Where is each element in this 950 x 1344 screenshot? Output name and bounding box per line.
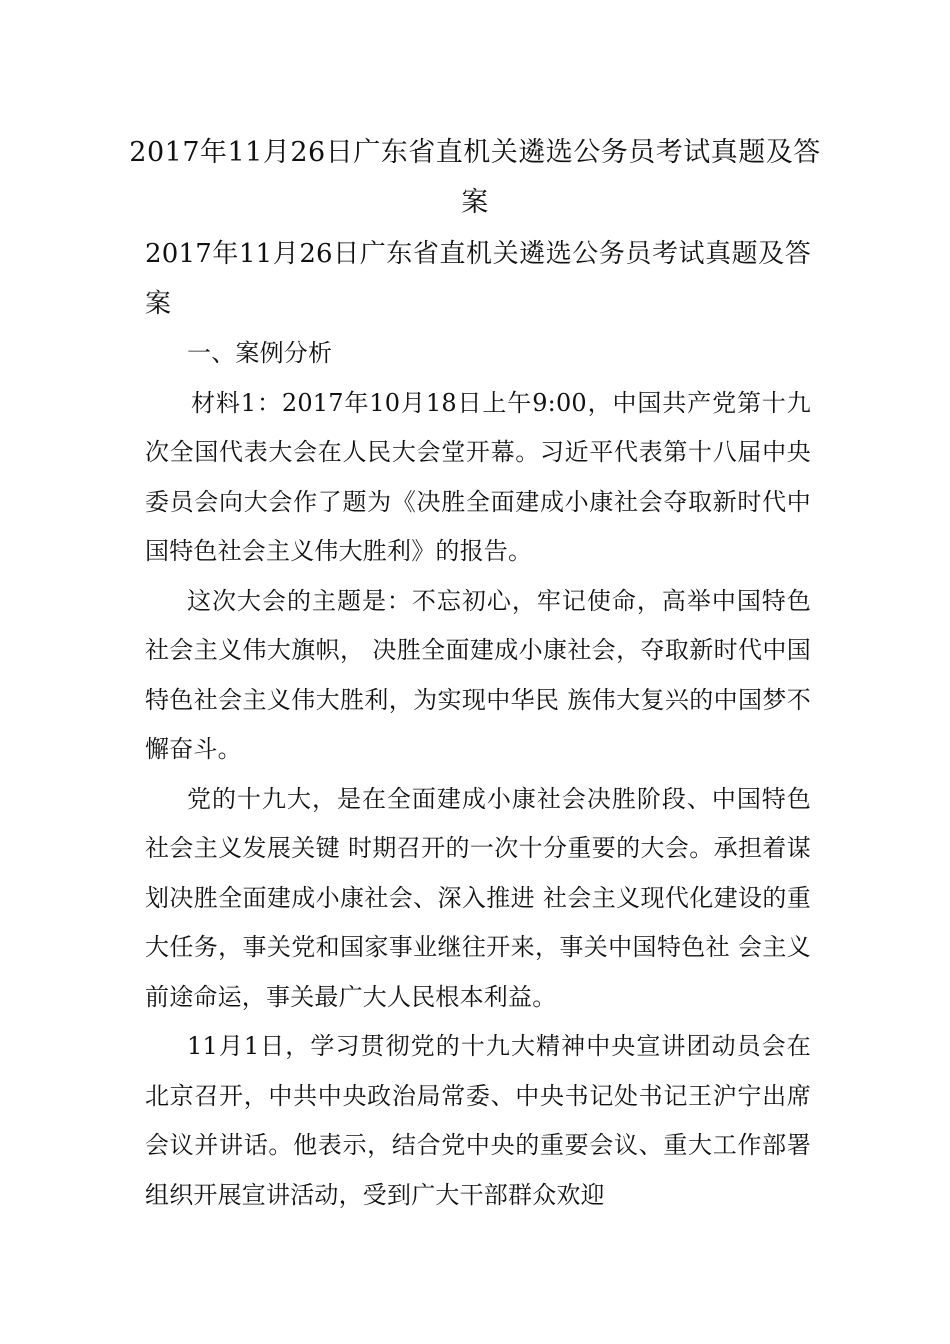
repeated-title: 2017年11月26日广东省直机关遴选公务员考试真题及答案 [145, 239, 811, 319]
paragraph-significance: 党的十九大，是在全面建成小康社会决胜阶段、中国特色社会主义发展关键 时期召开的一次十分重要的大会。承担着谋划决胜全面建成小康社会、深入推进 社会主义现代化建设的重大任务，事关党和国家事业继往开来，事关中国特色社 会主义前途命运，事关最广大人民根本利益。 [145, 784, 811, 1011]
section-heading: 一、案例分析 [187, 339, 333, 367]
document-body [145, 230, 811, 1220]
document-title: 2017年11月26日广东省直机关遴选公务员考试真题及答案 [129, 137, 821, 218]
paragraph-theme: 这次大会的主题是：不忘初心，牢记使命，高举中国特色社会主义伟大旗帜， 决胜全面建成小康社会，夺取新时代中国特色社会主义伟大胜利，为实现中华民 族伟大复兴的中国梦不懈奋斗。 [145, 586, 811, 763]
paragraph-material-1: 材料1：2017年10月18日上午9:00，中国共产党第十九次全国代表大会在人民大会堂开幕。习近平代表第十八届中央委员会向大会作了题为《决胜全面建成小康社会夺取新时代中国特色社会主义伟大胜利》的报告。 [145, 388, 811, 565]
paragraph-propaganda: 11月1日，学习贯彻党的十九大精神中央宣讲团动员会在北京召开，中共中央政治局常委、中央书记处书记王沪宁出席会议并讲话。他表示，结合党中央的重要会议、重大工作部署组织开展宣讲活动，受到广大干部群众欢迎 [145, 1032, 811, 1209]
